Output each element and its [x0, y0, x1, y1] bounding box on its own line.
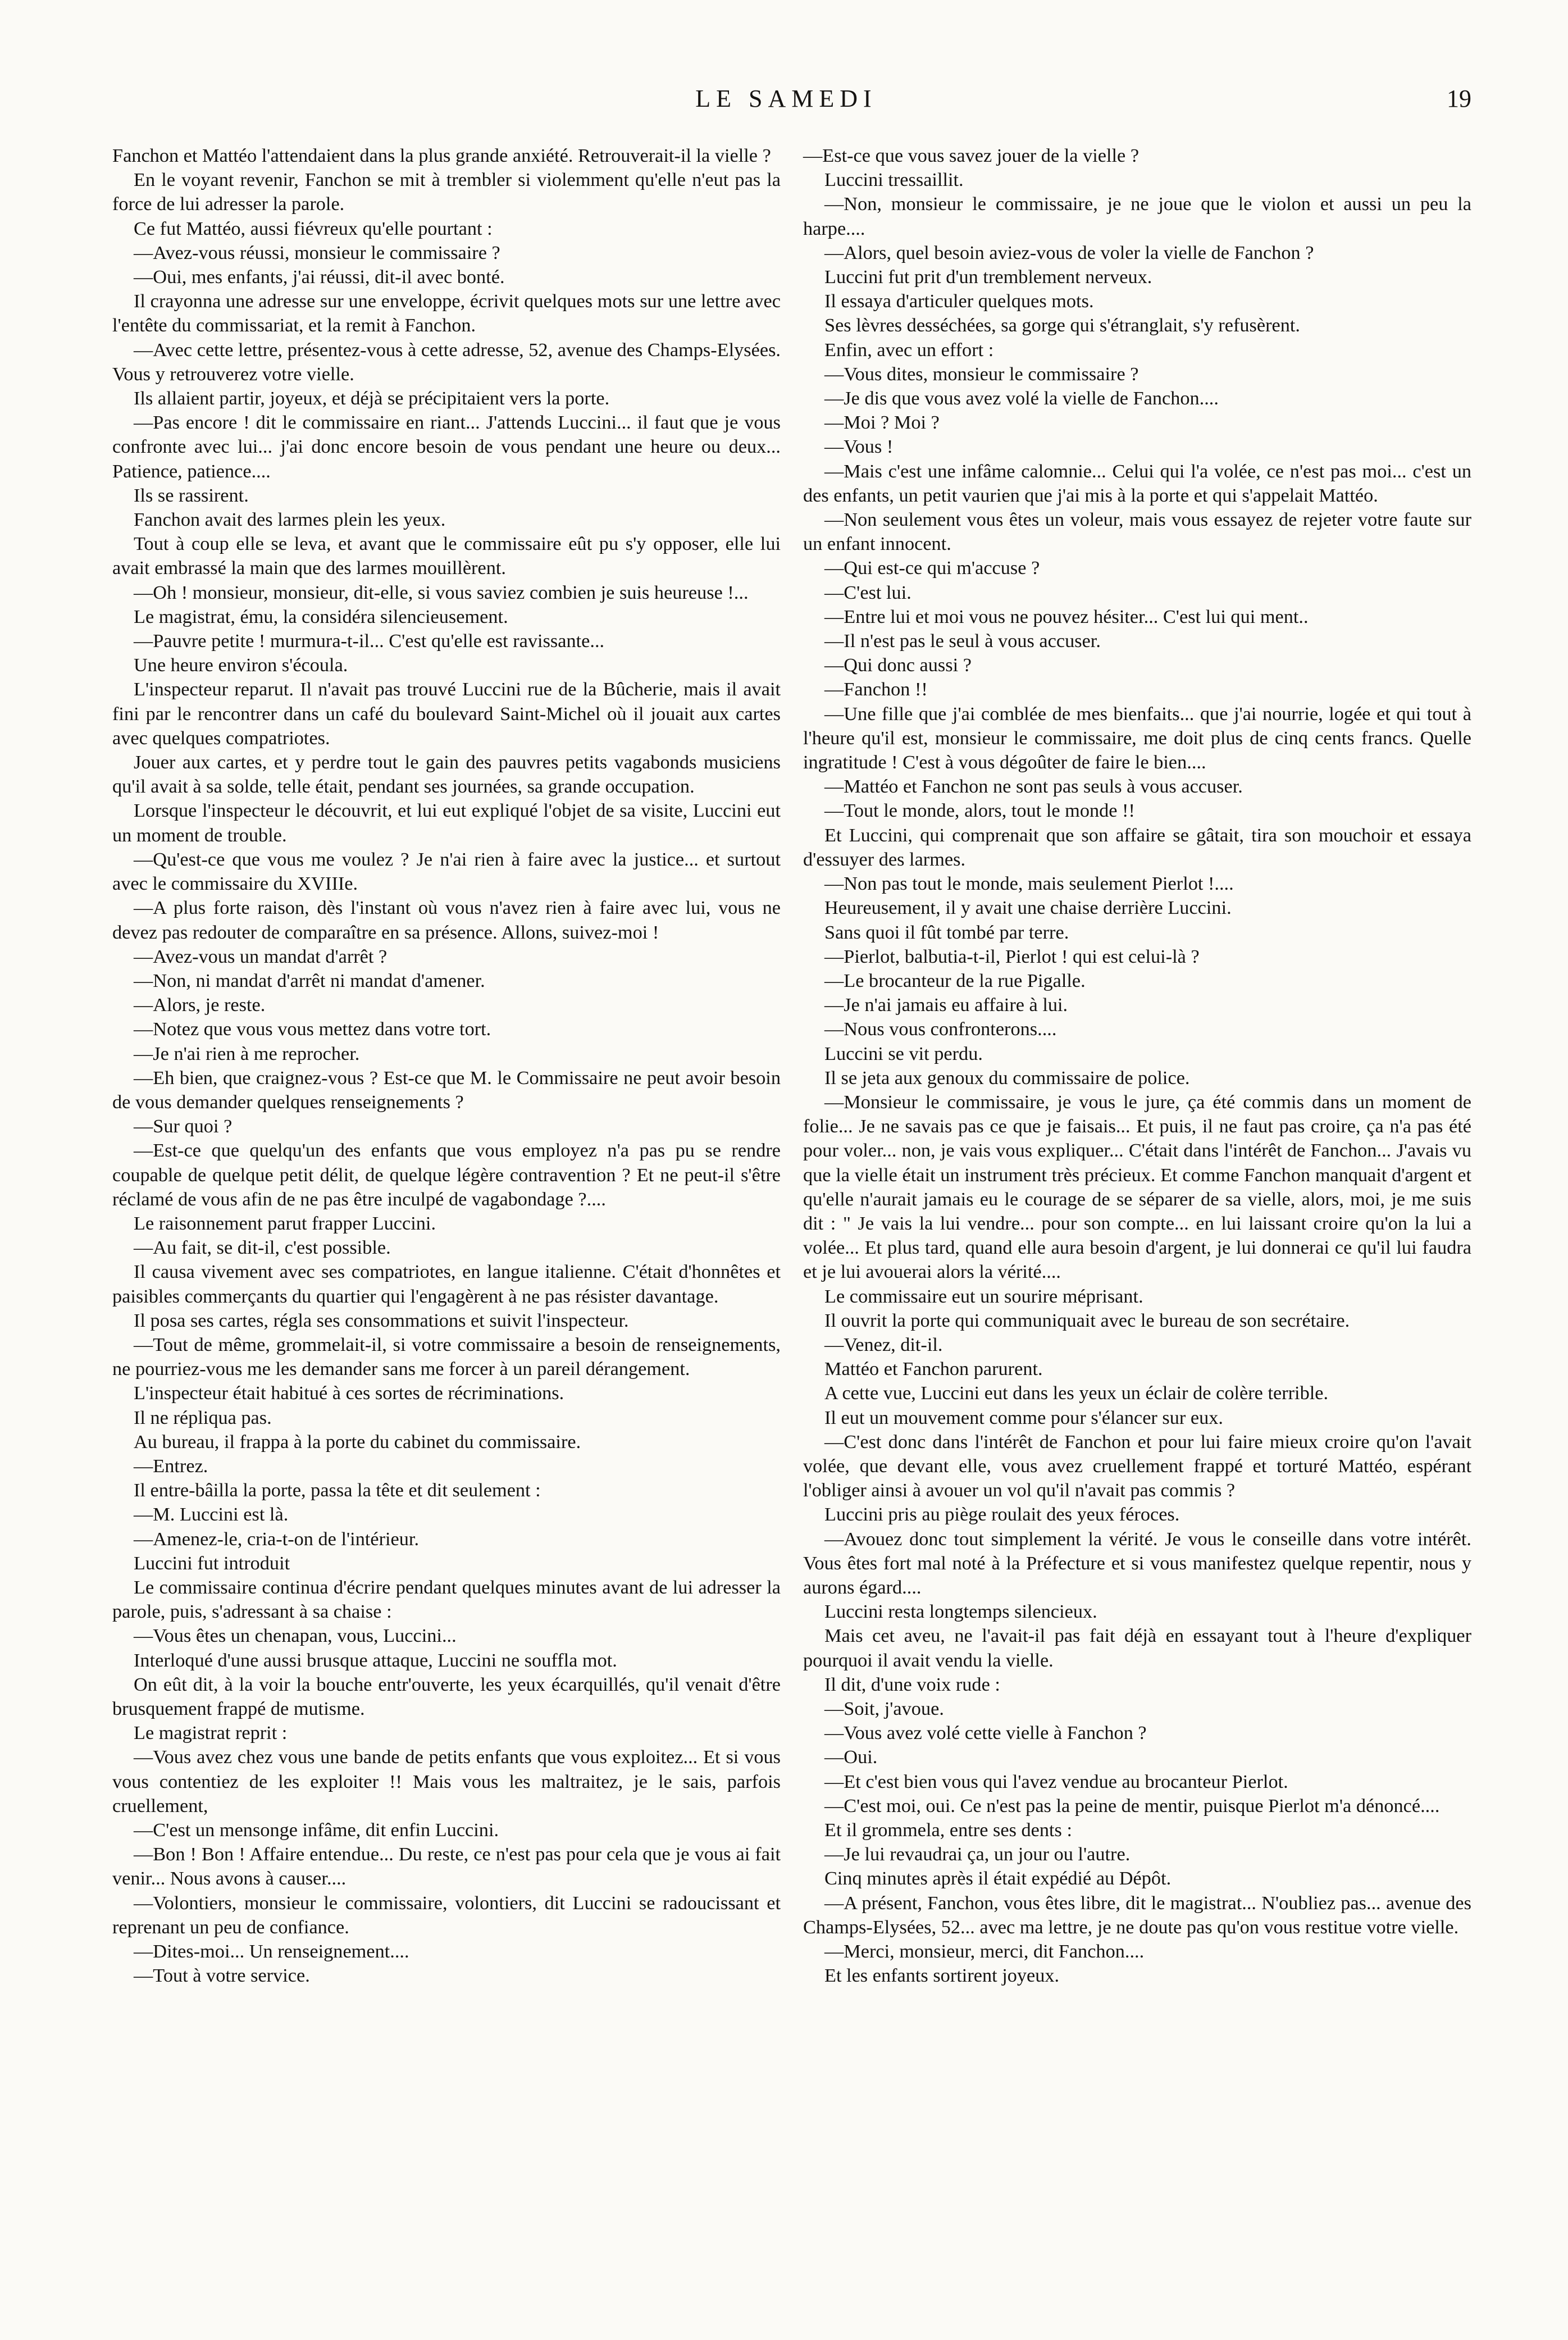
paragraph: Tout à coup elle se leva, et avant que le commissaire eût pu s'y opposer, elle lui avait embrassé la main que des larmes mouillèrent.	[112, 533, 781, 579]
paragraph: —Avec cette lettre, présentez-vous à cette adresse, 52, avenue des Champs-Elysées. Vous y retrouverez votre vielle.	[112, 339, 781, 385]
paragraph: —Vous avez chez vous une bande de petits enfants que vous exploitez... Et si vous vous contentiez de les exploiter !! Mais vous les maltraitez, je le sais, parfois cruellement,	[112, 1746, 781, 1817]
paragraph: Mattéo et Fanchon parurent.	[824, 1358, 1043, 1380]
paragraph: Il ouvrit la porte qui communiquait avec le bureau de son secrétaire.	[824, 1309, 1350, 1331]
paragraph: —Bon ! Bon ! Affaire entendue... Du reste, ce n'est pas pour cela que je vous ai fait venir... Nous avons à causer....	[112, 1843, 781, 1890]
page-header	[101, 84, 1471, 129]
paragraph: —A plus forte raison, dès l'instant où vous n'avez rien à faire avec lui, vous ne devez pas redouter de comparaître en sa présence. Allons, suivez-moi !	[112, 897, 781, 943]
paragraph: Le commissaire eut un sourire méprisant.	[824, 1285, 1143, 1307]
paragraph: Cinq minutes après il était expédié au Dépôt.	[824, 1868, 1172, 1890]
paragraph: —Oui.	[824, 1746, 878, 1768]
paragraph: —Non, monsieur le commissaire, je ne joue que le violon et aussi un peu la harpe....	[803, 193, 1471, 239]
paragraph: —Je lui revaudrai ça, un jour ou l'autre.	[824, 1843, 1131, 1865]
paragraph: Luccini se vit perdu.	[824, 1042, 983, 1064]
paragraph: Et les enfants sortirent joyeux.	[824, 1965, 1060, 1987]
paragraph: —Tout le monde, alors, tout le monde !!	[824, 800, 1135, 822]
paragraph: —Le brocanteur de la rue Pigalle.	[824, 969, 1086, 991]
paragraph: Mais cet aveu, ne l'avait-il pas fait déjà en essayant tout à l'heure d'expliquer pourquoi il avait vendu la vielle.	[803, 1625, 1471, 1671]
paragraph: —Je n'ai rien à me reprocher.	[134, 1042, 360, 1064]
paragraph: —Venez, dit-il.	[824, 1333, 943, 1355]
paragraph: Il causa vivement avec ses compatriotes, en langue italienne. C'était d'honnêtes et paisibles commerçants du quartier qui l'engagèrent à ne pas résister davantage.	[112, 1261, 781, 1307]
paragraph: A cette vue, Luccini eut dans les yeux un éclair de colère terrible.	[824, 1382, 1329, 1404]
paragraph: —Dites-moi... Un renseignement....	[134, 1941, 409, 1963]
paragraph: Luccini tressaillit.	[824, 169, 964, 191]
paragraph: —Soit, j'avoue.	[824, 1698, 944, 1719]
paragraph: Il crayonna une adresse sur une enveloppe, écrivit quelques mots sur une lettre avec l'entête du commissariat, et la remit à Fanchon.	[112, 290, 781, 336]
paragraph: Ses lèvres desséchées, sa gorge qui s'étranglait, s'y refusèrent.	[824, 315, 1300, 336]
paragraph: Ce fut Mattéo, aussi fiévreux qu'elle pourtant :	[134, 217, 493, 239]
left-column	[112, 144, 781, 1988]
paragraph: —Pas encore ! dit le commissaire en riant... J'attends Luccini... il faut que je vous confronte avec lui... j'ai donc encore besoin de vous pendant une heure ou deux... Patience, patience....	[112, 412, 781, 482]
paragraph: Et Luccini, qui comprenait que son affaire se gâtait, tira son mouchoir et essaya d'essuyer des larmes.	[803, 824, 1471, 870]
paragraph: —Avouez donc tout simplement la vérité. Je vous le conseille dans votre intérêt. Vous êtes fort mal noté à la Préfecture et si vous manifestez quelque repentir, nous y aurons égard....	[803, 1528, 1471, 1598]
paragraph: Luccini fut prit d'un tremblement nerveux.	[824, 266, 1152, 288]
paragraph: L'inspecteur reparut. Il n'avait pas trouvé Luccini rue de la Bûcherie, mais il avait fini par le rencontrer dans un café du boulevard Saint-Michel où il jouait aux cartes avec quelques compatriotes.	[112, 679, 781, 749]
paragraph: —Et c'est bien vous qui l'avez vendue au brocanteur Pierlot.	[824, 1770, 1288, 1792]
paragraph: Fanchon et Mattéo l'attendaient dans la plus grande anxiété. Retrouverait-il la vielle ?	[112, 145, 771, 166]
paragraph: Jouer aux cartes, et y perdre tout le gain des pauvres petits vagabonds musiciens qu'il avait à sa solde, telle était, pendant ses journées, sa grande occupation.	[112, 752, 781, 798]
paragraph: Et il grommela, entre ses dents :	[824, 1819, 1072, 1841]
paragraph: —Vous avez volé cette vielle à Fanchon ?	[824, 1722, 1147, 1744]
paragraph: —Vous êtes un chenapan, vous, Luccini...	[134, 1625, 457, 1647]
paragraph: —Je dis que vous avez volé la vielle de Fanchon....	[824, 388, 1219, 409]
paragraph: Ils se rassirent.	[134, 484, 249, 506]
paragraph: Luccini resta longtemps silencieux.	[824, 1601, 1097, 1623]
paragraph: —Il n'est pas le seul à vous accuser.	[824, 630, 1101, 652]
paragraph: —Nous vous confronterons....	[824, 1018, 1057, 1040]
paragraph: —Non seulement vous êtes un voleur, mais vous essayez de rejeter votre faute sur un enfant innocent.	[803, 509, 1471, 555]
paragraph: —Volontiers, monsieur le commissaire, volontiers, dit Luccini se radoucissant et reprenant un peu de confiance.	[112, 1892, 781, 1938]
paragraph: L'inspecteur était habitué à ces sortes de récriminations.	[134, 1382, 564, 1404]
paragraph: —Vous !	[824, 436, 894, 458]
paragraph: Il dit, d'une voix rude :	[824, 1673, 1000, 1695]
paragraph: —C'est un mensonge infâme, dit enfin Luccini.	[134, 1819, 499, 1841]
paragraph: —C'est lui.	[824, 581, 911, 603]
paragraph: —Tout à votre service.	[134, 1965, 310, 1987]
paragraph: —Entre lui et moi vous ne pouvez hésiter... C'est lui qui ment..	[824, 606, 1309, 627]
paragraph: Lorsque l'inspecteur le découvrit, et lui eut expliqué l'objet de sa visite, Luccini eut un moment de trouble.	[112, 800, 781, 846]
paragraph: Luccini fut introduit	[134, 1552, 290, 1574]
paragraph: —A présent, Fanchon, vous êtes libre, dit le magistrat... N'oubliez pas... avenue des Champs-Elysées, 52... avec ma lettre, je ne doute pas qu'on vous restitue votre vielle.	[803, 1892, 1471, 1938]
paragraph: —Oh ! monsieur, monsieur, dit-elle, si vous saviez combien je suis heureuse !...	[134, 581, 749, 603]
paragraph: Le magistrat reprit :	[134, 1722, 288, 1744]
paragraph: Enfin, avec un effort :	[824, 339, 994, 361]
paragraph: —M. Luccini est là.	[134, 1504, 289, 1526]
paragraph: —Merci, monsieur, merci, dit Fanchon....	[824, 1941, 1145, 1963]
paragraph: —Qu'est-ce que vous me voulez ? Je n'ai rien à faire avec la justice... et surtout avec le commissaire du XVIIIe.	[112, 848, 781, 895]
paragraph: —Est-ce que vous savez jouer de la vielle ?	[803, 145, 1139, 166]
paragraph: Heureusement, il y avait une chaise derrière Luccini.	[824, 897, 1232, 919]
paragraph: —Qui est-ce qui m'accuse ?	[824, 557, 1040, 579]
paragraph: —Mais c'est une infâme calomnie... Celui qui l'a volée, ce n'est pas moi... c'est un des enfants, un petit vaurien que j'ai mis à la porte et qui s'appelait Mattéo.	[803, 460, 1471, 506]
paragraph: —Alors, quel besoin aviez-vous de voler la vielle de Fanchon ?	[824, 242, 1314, 263]
paragraph: —Avez-vous un mandat d'arrêt ?	[134, 945, 388, 967]
paragraph: —Non, ni mandat d'arrêt ni mandat d'amener.	[134, 969, 485, 991]
paragraph: —Monsieur le commissaire, je vous le jure, ça été commis dans un moment de folie... Je ne savais pas ce que je faisais... Et puis, il ne faut pas croire, ça n'a pas été pour voler... non, je vais vous expliquer... C'était dans l'intérêt de Fanchon... J'avais vu que la vielle était un instrument très précieux. Et comme Fanchon manquait d'argent et qu'elle n'aurait jamais eu le courage de se séparer de sa vielle, alors, moi, je me suis dit : " Je vais la lui vendre... pour son compte... en lui laissant croire qu'on la lui a volée... Et plus tard, quand elle aura besoin d'argent, je lui donnerai ce qu'il lui faudra et je lui avouerai alors la vérité....	[803, 1091, 1471, 1283]
paragraph: —Notez que vous vous mettez dans votre tort.	[134, 1018, 491, 1040]
paragraph: Il essaya d'articuler quelques mots.	[824, 290, 1094, 312]
paragraph: Il se jeta aux genoux du commissaire de police.	[824, 1067, 1190, 1089]
paragraph: Au bureau, il frappa à la porte du cabinet du commissaire.	[134, 1431, 581, 1453]
paragraph: —Une fille que j'ai comblée de mes bienfaits... que j'ai nourrie, logée et qui tout à l'heure qu'il est, monsieur le commissaire, me doit plus de cinq cents francs. Quelle ingratitude ! C'est à vous dégoûter de faire le bien....	[803, 703, 1471, 773]
paragraph: —Tout de même, grommelait-il, si votre commissaire a besoin de renseignements, ne pourriez-vous me les demander sans me forcer à un pareil dérangement.	[112, 1333, 781, 1380]
paragraph: —Entrez.	[134, 1455, 208, 1477]
paragraph: Ils allaient partir, joyeux, et déjà se précipitaient vers la porte.	[134, 388, 610, 409]
paragraph: —Sur quoi ?	[134, 1116, 233, 1137]
paragraph: —Moi ? Moi ?	[824, 412, 940, 434]
paragraph: Le raisonnement parut frapper Luccini.	[134, 1212, 436, 1234]
paragraph: Le magistrat, ému, la considéra silencieusement.	[134, 606, 508, 627]
paragraph: Il eut un mouvement comme pour s'élancer sur eux.	[824, 1406, 1224, 1428]
paragraph: En le voyant revenir, Fanchon se mit à trembler si violemment qu'elle n'eut pas la force de lui adresser la parole.	[112, 169, 781, 215]
paragraph: —Vous dites, monsieur le commissaire ?	[824, 363, 1139, 385]
paragraph: —C'est donc dans l'intérêt de Fanchon et pour lui faire mieux croire qu'on l'avait volée, que devant elle, vous avez cruellement frappé et torturé Mattéo, espérant l'obliger ainsi à avouer un vol qu'il n'avait pas commis ?	[803, 1431, 1471, 1501]
paragraph: On eût dit, à la voir la bouche entr'ouverte, les yeux écarquillés, qu'il venait d'être brusquement frappé de mutisme.	[112, 1673, 781, 1719]
paragraph: —Au fait, se dit-il, c'est possible.	[134, 1237, 391, 1259]
right-column	[803, 144, 1471, 1988]
paragraph: Une heure environ s'écoula.	[134, 654, 348, 676]
paragraph: —Je n'ai jamais eu affaire à lui.	[824, 994, 1068, 1016]
paragraph: Il entre-bâilla la porte, passa la tête et dit seulement :	[134, 1479, 541, 1501]
running-title: LE SAMEDI	[695, 85, 877, 112]
paragraph: —Avez-vous réussi, monsieur le commissaire ?	[134, 242, 500, 263]
paragraph: —Pauvre petite ! murmura-t-il... C'est qu'elle est ravissante...	[134, 630, 605, 652]
paragraph: Luccini pris au piège roulait des yeux féroces.	[824, 1504, 1180, 1526]
paragraph: Le commissaire continua d'écrire pendant quelques minutes avant de lui adresser la parole, puis, s'adressant à sa chaise :	[112, 1576, 781, 1623]
paragraph: —Amenez-le, cria-t-on de l'intérieur.	[134, 1528, 420, 1550]
paragraph: Fanchon avait des larmes plein les yeux.	[134, 509, 446, 531]
paragraph: Sans quoi il fût tombé par terre.	[824, 921, 1069, 943]
paragraph: —C'est moi, oui. Ce n'est pas la peine de mentir, puisque Pierlot m'a dénoncé....	[824, 1795, 1440, 1817]
paragraph: —Pierlot, balbutia-t-il, Pierlot ! qui est celui-là ?	[824, 945, 1200, 967]
paragraph: Interloqué d'une aussi brusque attaque, Luccini ne souffla mot.	[134, 1649, 617, 1671]
paragraph: —Qui donc aussi ?	[824, 654, 972, 676]
paragraph: Il ne répliqua pas.	[134, 1406, 272, 1428]
paragraph: —Alors, je reste.	[134, 994, 266, 1016]
paragraph: —Mattéo et Fanchon ne sont pas seuls à vous accuser.	[824, 776, 1243, 798]
page-number: 19	[1447, 85, 1471, 112]
paragraph: —Fanchon !!	[824, 679, 928, 700]
paragraph: —Est-ce que quelqu'un des enfants que vous employez n'a pas pu se rendre coupable de quelque petit délit, de quelque légère contravention ? Et ne peut-il s'être réclamé de vous afin de ne pas être inculpé de vagabondage ?....	[112, 1140, 781, 1210]
paragraph: —Oui, mes enfants, j'ai réussi, dit-il avec bonté.	[134, 266, 505, 288]
paragraph: —Eh bien, que craignez-vous ? Est-ce que M. le Commissaire ne peut avoir besoin de vous demander quelques renseignements ?	[112, 1067, 781, 1113]
paragraph: —Non pas tout le monde, mais seulement Pierlot !....	[824, 873, 1234, 895]
paragraph: Il posa ses cartes, régla ses consommations et suivit l'inspecteur.	[134, 1309, 629, 1331]
